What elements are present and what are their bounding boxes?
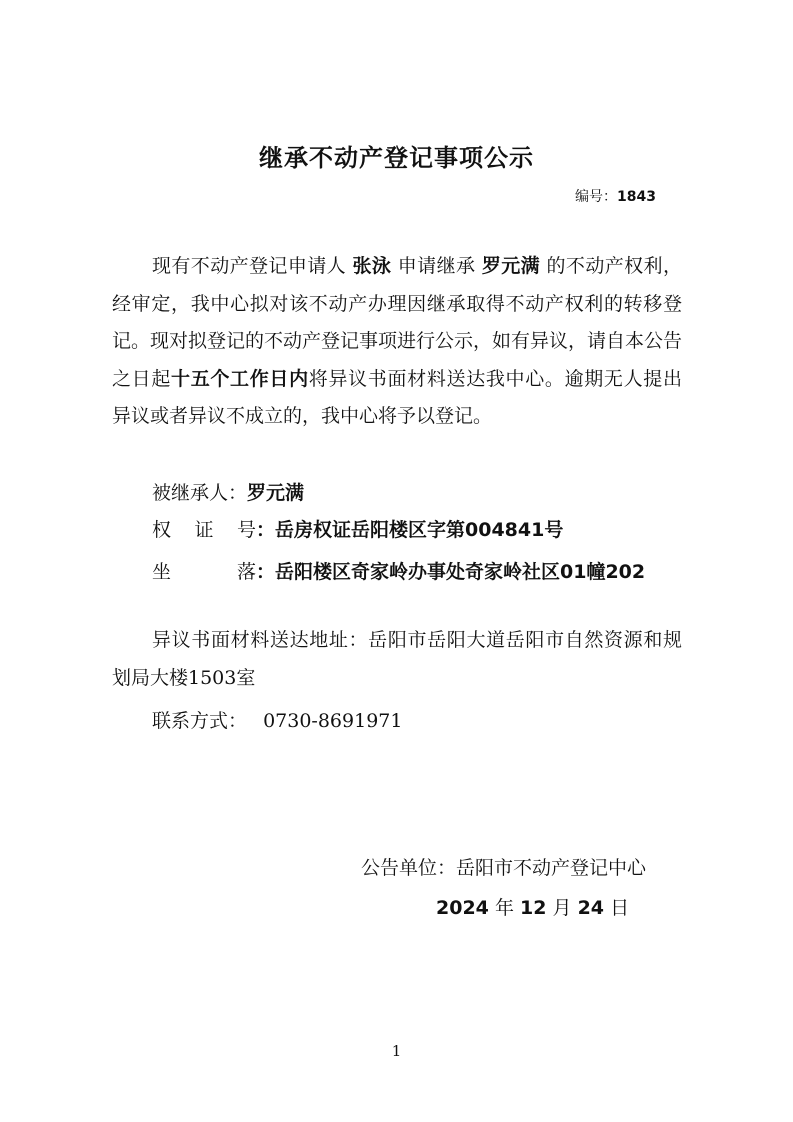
issue-date (436, 893, 629, 920)
intro-text-1: 现有不动产登记申请人 (152, 255, 347, 277)
objection-deadline: 十五个工作日内 (171, 367, 309, 390)
location-colon: ： (256, 561, 276, 583)
date-day: 24 (577, 897, 605, 919)
location-row (152, 557, 645, 584)
decedent-value: 罗元满 (247, 482, 305, 504)
intro-paragraph (112, 248, 682, 436)
decedent-row (152, 478, 304, 505)
contact-label: 联系方式： (152, 710, 248, 732)
date-year-suffix: 年 (494, 897, 514, 919)
location-label: 坐落 (152, 561, 256, 583)
applicant-name: 张泳 (352, 255, 392, 277)
date-day-suffix: 日 (610, 897, 630, 919)
certificate-value: 岳房权证岳阳楼区字第004841号 (275, 519, 564, 541)
intro-text-2: 申请继承 (397, 255, 476, 277)
certificate-label: 权证号 (152, 519, 256, 541)
date-month-suffix: 月 (552, 897, 572, 919)
certificate-colon: ： (256, 519, 276, 541)
contact-phone: 0730-8691971 (263, 710, 403, 732)
date-year: 2024 (436, 897, 489, 919)
intro-text-4: 将异议书面材料送达我中心。逾期无人提出异议或者异议不成立的，我中心将予以登记。 (112, 367, 682, 427)
issuer: 公告单位：岳阳市不动产登记中心 (361, 857, 647, 879)
contact-row (152, 706, 402, 733)
objection-address: 异议书面材料送达地址：岳阳市岳阳大道岳阳市自然资源和规划局大楼1503室 (112, 629, 682, 689)
page-title: 继承不动产登记事项公示 (259, 144, 534, 172)
page-number: 1 (391, 1042, 402, 1060)
decedent-name: 罗元满 (481, 255, 541, 277)
intro-text-3: 的不动产权利，经审定，我中心拟对该不动产办理因继承取得不动产权利的转移登记。现对拟登记的不动产登记事项进行公示，如有异议，请自本公告之日起 (112, 255, 683, 390)
document-number-label: 编号： (575, 189, 617, 205)
decedent-label: 被继承人： (152, 482, 248, 504)
date-month: 12 (520, 897, 547, 919)
certificate-row (152, 515, 563, 542)
location-value: 岳阳楼区奇家岭办事处奇家岭社区01幢202 (275, 561, 646, 583)
document-number (575, 186, 656, 206)
document-number-value: 1843 (617, 189, 656, 205)
